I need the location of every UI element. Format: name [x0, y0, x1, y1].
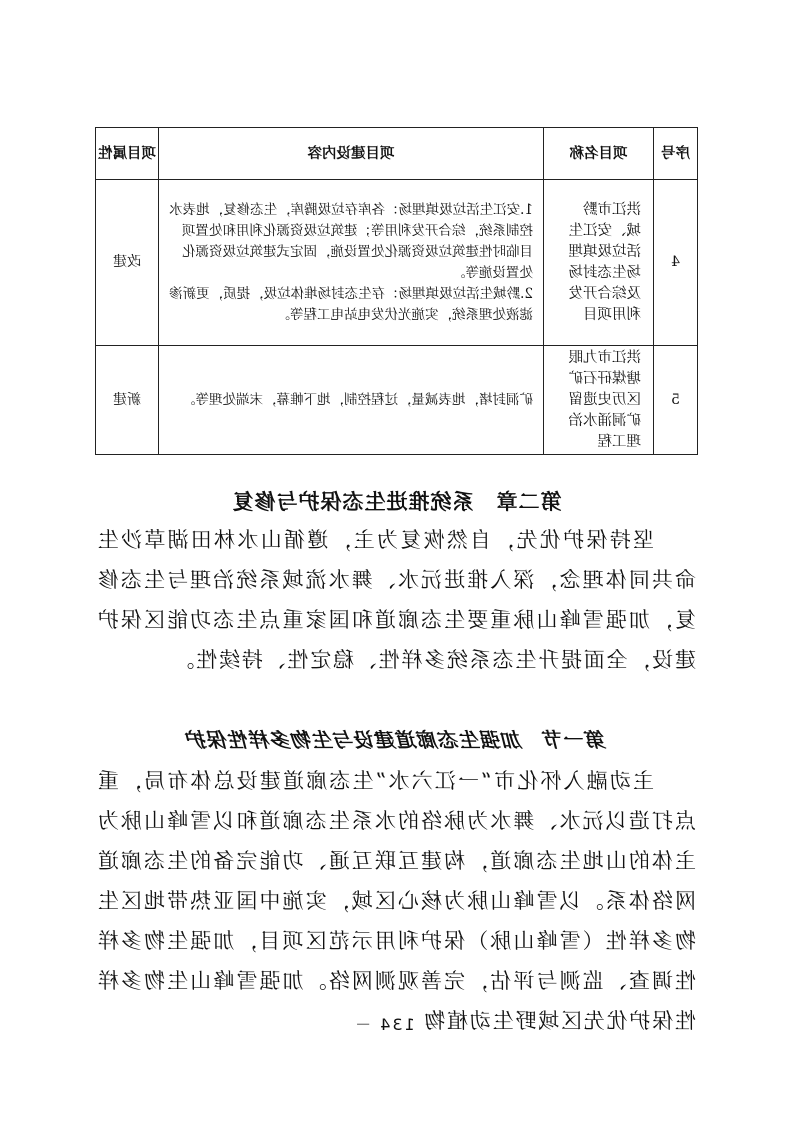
paragraph-1: 坚持保护优先，自然恢复为主，遵循山水林田湖草沙生命共同体理念，深入推进沅水、舞水流域系统治理与生态修复，加强雪峰山脉重要生态廊道和国家重点生态功能区保护建设，全面提升生态系统多样性、稳定性、持续性。	[96, 528, 696, 672]
header-content: 项目建设内容	[159, 128, 544, 180]
header-name: 项目名称	[544, 128, 654, 180]
row-attr: 改建	[96, 180, 159, 346]
chapter-title: 第二章 系统推进生态保护与修复	[231, 490, 562, 514]
row-num: 5	[654, 346, 698, 455]
row-name: 洪江市黔城、安江生活垃圾填埋场生态封场及综合开发利用项目	[544, 180, 654, 346]
paragraph-2: 主动融入怀化市“一江六水”生态廊道建设总体布局，重点打造以沅水、舞水为脉络的水系生态廊道和以雪峰山脉为主体的山地生态廊道，构建互联互通、功能完备的生态廊道网络体系。以雪峰山脉为核心区域，实施中国亚热带地区生物多样性（雪峰山脉）保护利用示范区项目，加强生物多样性调查、监测与评估，完善观测网络。加强雪峰山生物多样性保护优先区域野生动植物	[96, 769, 696, 1033]
project-table	[95, 127, 698, 455]
header-attr: 项目属性	[96, 128, 159, 180]
row-name: 洪江市九眼塘煤矸石矿区历史遗留矿洞涌水治理工程	[544, 346, 654, 455]
row-attr: 新建	[96, 346, 159, 455]
table-header-row	[96, 128, 698, 180]
content-line: 1.安江生活垃圾填埋场：各库存垃圾腾库，生态修复，地表水控制系统，综合开发利用等；建筑垃圾资源化利用和处置项目临时性建筑垃圾资源化处置设施，固定式建筑垃圾资源化处置设施等。	[169, 201, 533, 281]
content-line: 矿洞封堵，地表减量，过程控制，地下帷幕，末端处理等。	[182, 391, 533, 408]
table-row	[96, 346, 698, 455]
section-title: 第一节 加强生态廊道建设与生物多样性保护	[186, 728, 607, 752]
row-content	[159, 180, 544, 346]
row-num: 4	[654, 180, 698, 346]
header-num: 序号	[654, 128, 698, 180]
table-row	[96, 180, 698, 346]
content-line: 2.黔城生活垃圾填埋场：存生态封场堆体垃圾，提质，更新渗滤液处理系统，实施光伏发电站电工程等。	[169, 285, 533, 323]
row-content	[159, 346, 544, 455]
page-number: － 134 －	[353, 1015, 440, 1034]
